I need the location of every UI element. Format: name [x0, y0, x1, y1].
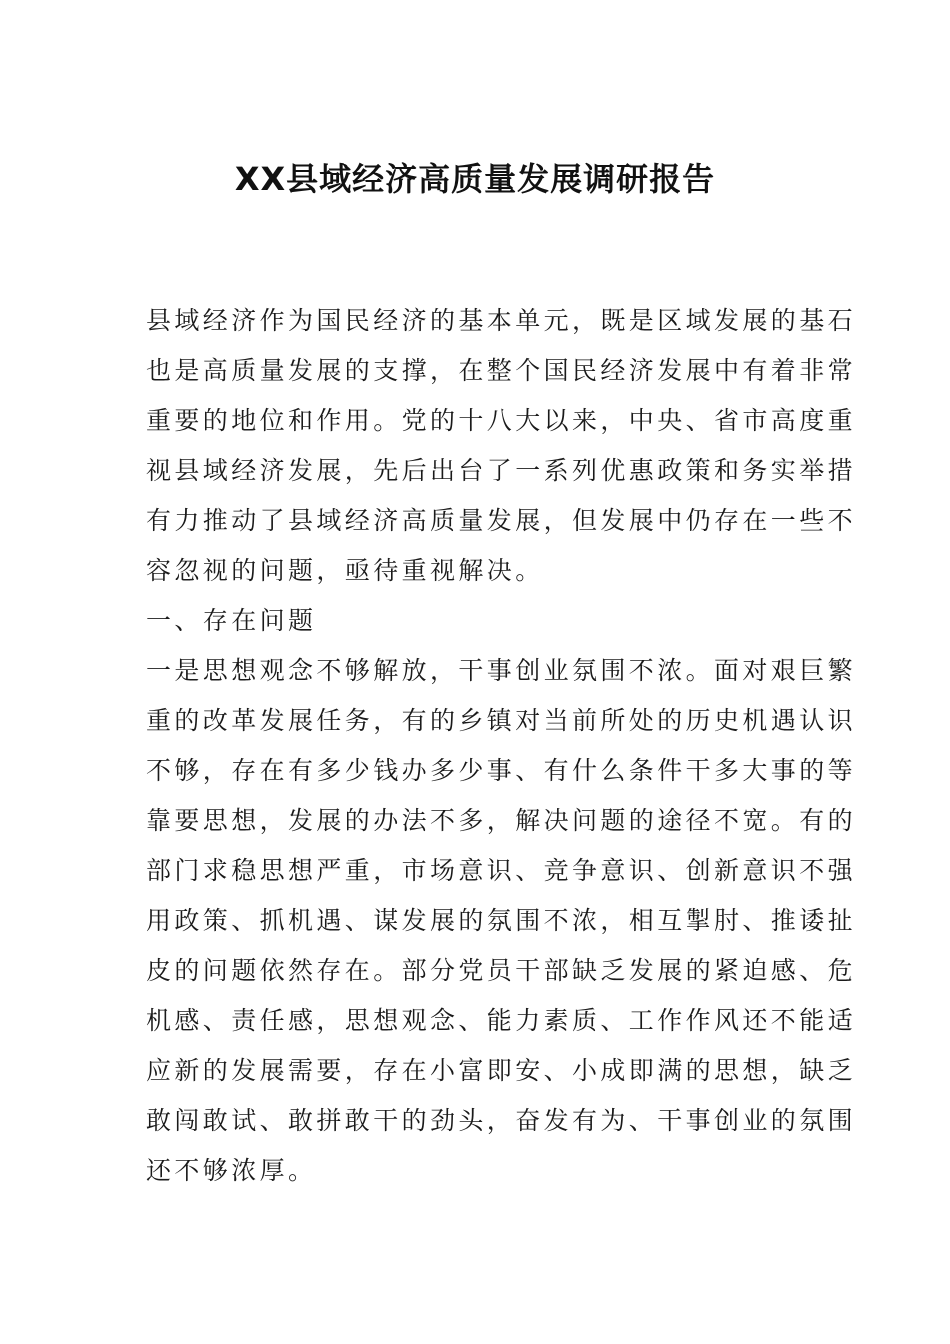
- body-line: 视县域经济发展，先后出台了一系列优惠政策和务实举措: [146, 456, 857, 485]
- body-line: 皮的问题依然存在。部分党员干部缺乏发展的紧迫感、危: [146, 956, 857, 985]
- body-line: 用政策、抓机遇、谋发展的氛围不浓，相互掣肘、推诿扯: [146, 906, 857, 935]
- body-line: 应新的发展需要，存在小富即安、小成即满的思想，缺乏: [146, 1056, 857, 1085]
- section-heading: 一、存在问题: [146, 606, 317, 635]
- body-line: 县域经济作为国民经济的基本单元，既是区域发展的基石: [146, 306, 857, 335]
- body-line: 有力推动了县域经济高质量发展，但发展中仍存在一些不: [146, 506, 857, 535]
- body-line: 也是高质量发展的支撑，在整个国民经济发展中有着非常: [146, 356, 857, 385]
- body-line: 一是思想观念不够解放，干事创业氛围不浓。面对艰巨繁: [146, 656, 857, 685]
- body-line: 还不够浓厚。: [146, 1156, 317, 1185]
- body-line: 靠要思想，发展的办法不多，解决问题的途径不宽。有的: [146, 806, 857, 835]
- body-line: 不够，存在有多少钱办多少事、有什么条件干多大事的等: [146, 756, 857, 785]
- body-line: 容忽视的问题，亟待重视解决。: [146, 556, 544, 585]
- body-line: 部门求稳思想严重，市场意识、竞争意识、创新意识不强: [146, 856, 857, 885]
- body-line: 重的改革发展任务，有的乡镇对当前所处的历史机遇认识: [146, 706, 857, 735]
- body-line: 重要的地位和作用。党的十八大以来，中央、省市高度重: [146, 406, 857, 435]
- document-title: XX县域经济高质量发展调研报告: [234, 160, 716, 198]
- body-line: 机感、责任感，思想观念、能力素质、工作作风还不能适: [146, 1006, 857, 1035]
- document-body: [146, 296, 857, 1196]
- body-line: 敢闯敢试、敢拼敢干的劲头，奋发有为、干事创业的氛围: [146, 1106, 857, 1135]
